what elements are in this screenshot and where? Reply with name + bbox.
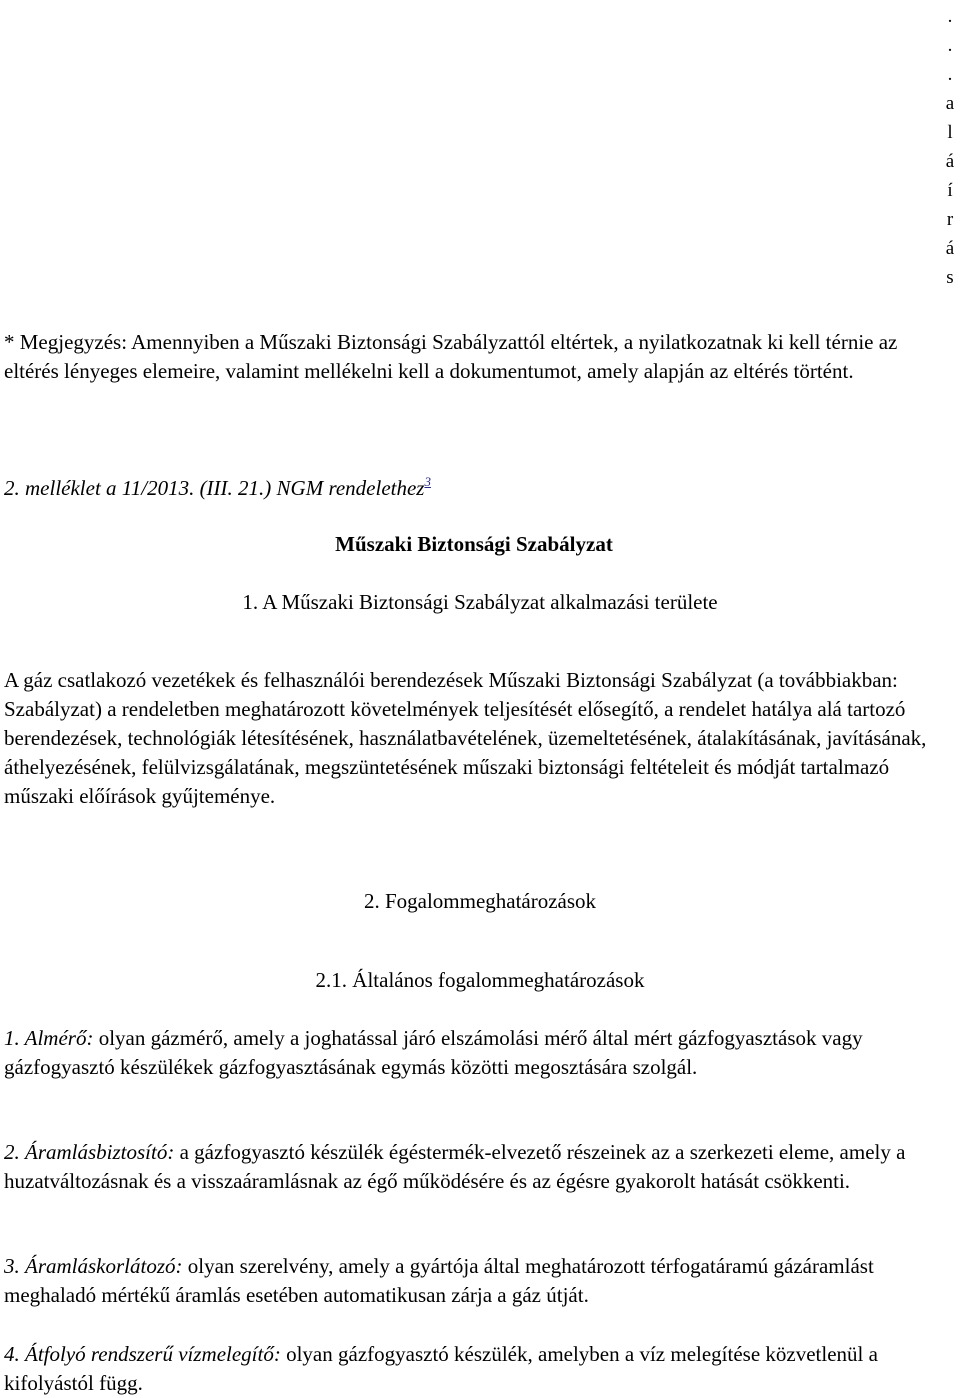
definition-text: a gázfogyasztó készülék égéstermék-elvezető részeinek az a szerkezeti eleme, amely a huzatváltozásnak és a visszaáramlásnak az égő működésére és az égésre gyakorolt hatását csökkenti. [4,1140,906,1193]
document-title: Műszaki Biztonsági Szabályzat [335,532,613,556]
footnote-note: * Megjegyzés: Amennyiben a Műszaki Biztonsági Szabályzattól eltértek, a nyilatkozatnak ki kell térnie az eltérés lényeges elemeire, valamint mellékelni kell a dokumentumot, amely alapján az eltérés történt. [4,330,898,383]
definition-item [4,1340,934,1398]
definition-text: olyan szerelvény, amely a gyártója által meghatározott térfogatáramú gázáramlást meghaladó mértékű áramlás esetében automatikusan zárja a gáz útját. [4,1254,874,1307]
side-char: . [947,64,953,85]
side-char: s [946,267,954,288]
section-1-body: A gáz csatlakozó vezetékek és felhasználói berendezések Műszaki Biztonsági Szabályzat (a továbbiakban: Szabályzat) a rendeletben meghatározott követelmények teljesítését elősegítő, a rendelet hatálya alá tartozó berendezések, technológiák létesítésének, használatbavételének, üzemeltetésének, átalakításának, javításának, áthelyezésének, felülvizsgálatának, megszüntetésének műszaki biztonsági feltételeit és módját tartalmazó műszaki előírások gyűjteménye. [4,668,927,808]
footnote-link[interactable]: 3 [424,474,431,489]
definition-term: 3. Áramláskorlátozó: [4,1254,183,1278]
side-char: a [945,93,955,114]
side-char: . [947,6,953,27]
definition-term: 1. Almérő: [4,1026,94,1050]
definition-text: olyan gázfogyasztó készülék, amelyben a víz melegítése közvetlenül a kifolyástól függ. [4,1342,878,1395]
definition-term: 2. Áramlásbiztosító: [4,1140,175,1164]
section-2-1-title: 2.1. Általános fogalommeghatározások [315,968,645,992]
definition-item [4,1024,934,1082]
side-char: l [947,122,953,143]
side-char: r [946,209,954,230]
definition-item [4,1138,934,1196]
annex-reference [4,474,904,503]
section-2-title: 2. Fogalommeghatározások [363,889,597,913]
side-char: . [947,35,953,56]
annex-reference-text: 2. melléklet a 11/2013. (III. 21.) NGM rendelethez [4,476,425,500]
definition-text: olyan gázmérő, amely a joghatással járó elszámolási mérő által mért gázfogyasztások vagy gázfogyasztó készülékek gázfogyasztásának egymás közötti megosztására szolgál. [4,1026,863,1079]
vertical-letter-column [940,2,960,292]
definition-item [4,1252,934,1310]
definition-term: 4. Átfolyó rendszerű vízmelegítő: [4,1342,281,1366]
side-char: á [945,238,955,259]
side-char: á [945,151,955,172]
section-1-title: 1. A Műszaki Biztonsági Szabályzat alkalmazási területe [242,590,718,614]
side-char: í [947,180,953,201]
